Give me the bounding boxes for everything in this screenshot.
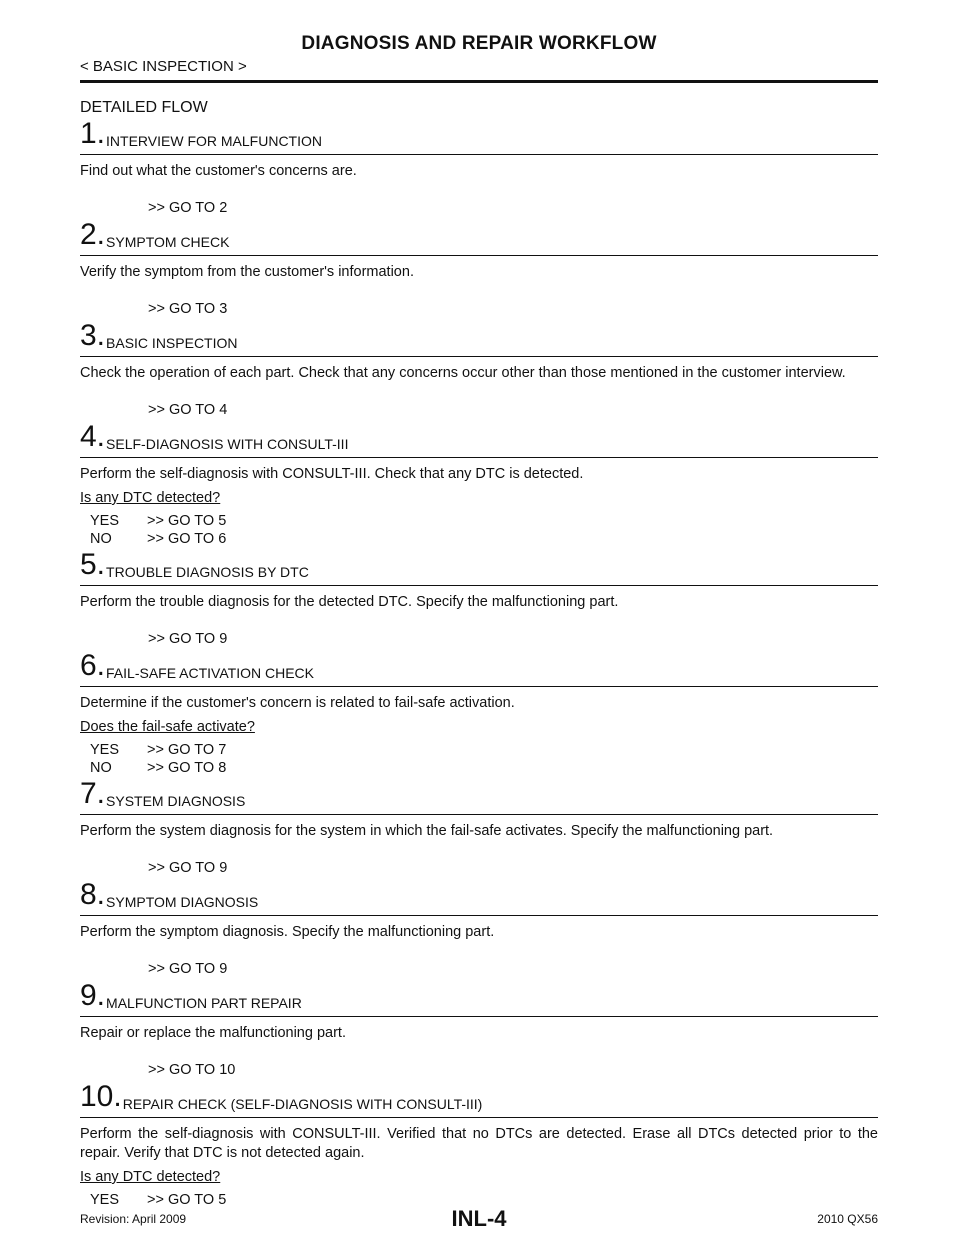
step-description: Verify the symptom from the customer's information. (80, 264, 414, 280)
step-description: Repair or replace the malfunctioning part. (80, 1025, 346, 1041)
step-divider (80, 356, 878, 357)
step-number: 4. (80, 420, 106, 453)
step-divider (80, 1117, 878, 1118)
goto-instruction: >> GO TO 2 (148, 200, 228, 216)
step-question: Does the fail-safe activate? (80, 719, 255, 735)
goto-instruction: >> GO TO 9 (148, 860, 228, 876)
flow-step-3 (80, 321, 878, 420)
step-description: Find out what the customer's concerns are. (80, 163, 357, 179)
answer-no (90, 760, 878, 778)
answer-list (80, 742, 878, 777)
step-description: Perform the symptom diagnosis. Specify the malfunctioning part. (80, 924, 495, 940)
answer-goto: >> GO TO 5 (147, 1192, 227, 1208)
step-number: 10. (80, 1080, 122, 1113)
step-heading (80, 981, 878, 1011)
step-divider (80, 686, 878, 687)
step-heading (80, 220, 878, 250)
answer-label: YES (90, 742, 120, 758)
answer-yes (90, 513, 878, 531)
step-number: 3. (80, 319, 106, 352)
step-title: SELF-DIAGNOSIS WITH CONSULT-III (106, 436, 349, 452)
step-divider (80, 1016, 878, 1017)
flow-step-4 (80, 422, 878, 548)
step-number: 2. (80, 218, 106, 251)
goto-instruction: >> GO TO 9 (148, 961, 228, 977)
page-footer (80, 1206, 878, 1232)
step-heading (80, 422, 878, 452)
answer-label: NO (90, 759, 112, 776)
step-description: Determine if the customer's concern is related to fail-safe activation. (80, 695, 515, 711)
flow-step-6 (80, 651, 878, 777)
step-question: Is any DTC detected? (80, 1169, 221, 1185)
section-heading: DETAILED FLOW (80, 99, 208, 116)
step-number: 1. (80, 117, 106, 150)
step-title: SYSTEM DIAGNOSIS (106, 793, 246, 809)
step-divider (80, 585, 878, 586)
flow-step-1 (80, 119, 878, 218)
step-number: 6. (80, 649, 106, 682)
flow-step-2 (80, 220, 878, 319)
answer-yes (90, 742, 878, 760)
step-heading (80, 779, 878, 809)
step-title: INTERVIEW FOR MALFUNCTION (106, 133, 322, 149)
goto-instruction: >> GO TO 10 (148, 1062, 236, 1078)
step-description: Check the operation of each part. Check that any concerns occur other than those mentioned in the customer interview. (80, 365, 846, 381)
flow-step-7 (80, 779, 878, 878)
step-description: Perform the system diagnosis for the system in which the fail-safe activates. Specify the malfunctioning part. (80, 823, 774, 839)
answer-label: YES (90, 513, 120, 529)
answer-no (90, 531, 878, 549)
revision-date: Revision: April 2009 (80, 1212, 187, 1226)
flow-step-8 (80, 880, 878, 979)
step-divider (80, 255, 878, 256)
step-heading (80, 321, 878, 351)
step-description: Perform the trouble diagnosis for the detected DTC. Specify the malfunctioning part. (80, 594, 619, 610)
step-divider (80, 457, 878, 458)
step-title: TROUBLE DIAGNOSIS BY DTC (106, 564, 309, 580)
goto-instruction: >> GO TO 4 (148, 402, 228, 418)
step-heading (80, 550, 878, 580)
answer-goto: >> GO TO 6 (147, 530, 227, 547)
step-heading (80, 651, 878, 681)
step-title: SYMPTOM CHECK (106, 234, 230, 250)
goto-instruction: >> GO TO 3 (148, 301, 228, 317)
step-divider (80, 154, 878, 155)
step-title: MALFUNCTION PART REPAIR (106, 995, 302, 1011)
step-title: FAIL-SAFE ACTIVATION CHECK (106, 665, 314, 681)
step-heading (80, 119, 878, 149)
goto-instruction: >> GO TO 9 (148, 631, 228, 647)
flow-step-9 (80, 981, 878, 1080)
manual-page (80, 0, 878, 1212)
step-divider (80, 915, 878, 916)
step-title: REPAIR CHECK (SELF-DIAGNOSIS WITH CONSULT-III) (122, 1096, 483, 1112)
step-number: 5. (80, 548, 106, 581)
answer-goto: >> GO TO 7 (147, 742, 227, 758)
answer-goto: >> GO TO 5 (147, 513, 227, 529)
step-number: 9. (80, 979, 106, 1012)
step-title: SYMPTOM DIAGNOSIS (106, 894, 259, 910)
answer-label: NO (90, 530, 112, 547)
step-description: Perform the self-diagnosis with CONSULT-III. Check that any DTC is detected. (80, 466, 584, 482)
step-heading (80, 1082, 878, 1112)
flow-step-5 (80, 550, 878, 649)
step-title: BASIC INSPECTION (106, 335, 238, 351)
page-number: INL-4 (451, 1206, 507, 1231)
step-question: Is any DTC detected? (80, 490, 221, 506)
page-title: DIAGNOSIS AND REPAIR WORKFLOW (301, 33, 657, 54)
step-divider (80, 814, 878, 815)
step-number: 7. (80, 777, 106, 810)
step-description: Perform the self-diagnosis with CONSULT-III. Verified that no DTCs are detected. Erase all DTCs detected prior to the repair. Verify that DTC is not detected again. (80, 1126, 878, 1161)
answer-label: YES (90, 1192, 120, 1208)
section-breadcrumb: < BASIC INSPECTION > (80, 58, 247, 75)
answer-goto: >> GO TO 8 (147, 759, 227, 776)
vehicle-model: 2010 QX56 (817, 1212, 878, 1226)
step-heading (80, 880, 878, 910)
answer-list (80, 513, 878, 548)
step-number: 8. (80, 878, 106, 911)
header-divider (80, 80, 878, 83)
flow-step-10 (80, 1082, 878, 1210)
